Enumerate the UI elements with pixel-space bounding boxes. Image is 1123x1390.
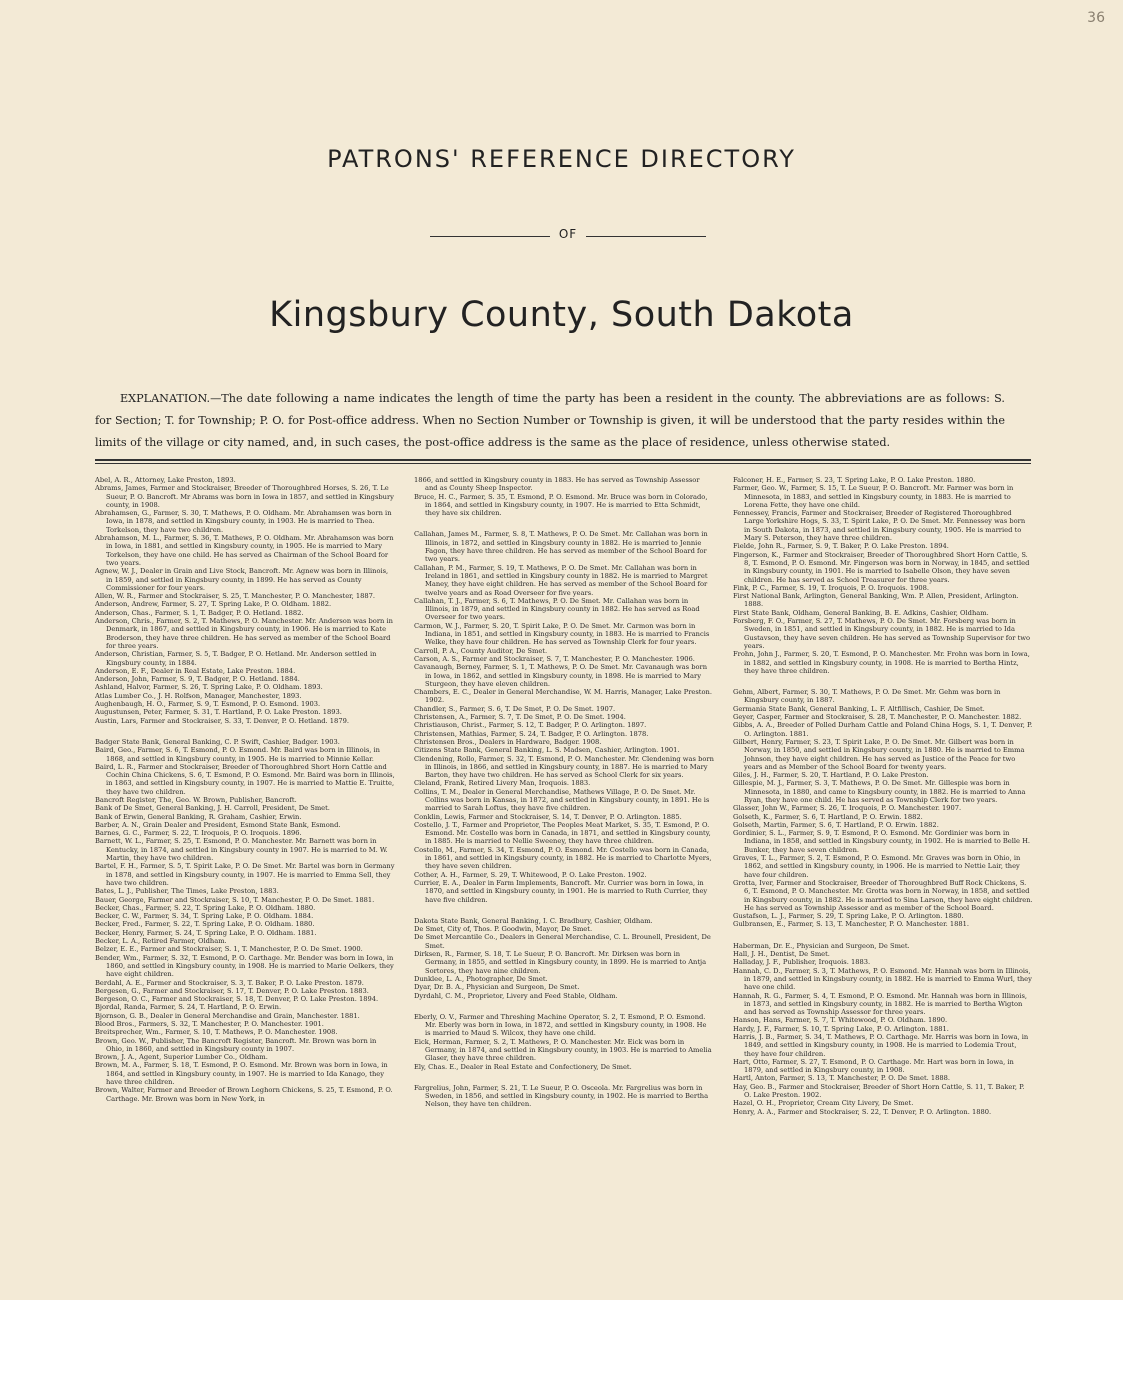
directory-entry: Bank of Erwin, General Banking, R. Graham, Cashier, Erwin. [95,812,302,821]
directory-entry: Becker, C. W., Farmer, S. 34, T. Spring Lake, P. O. Oldham. 1884. [95,912,314,921]
directory-entry: Harris, J. B., Farmer, S. 34, T. Mathews, P. O. Carthage. Mr. Harris was born in Iowa, in 1849, and settled in Kingsbury county, in 1908. He is married to Lodemia Trout, they have four children. [733,1033,1029,1058]
directory-entry: Gehm, Albert, Farmer, S. 30, T. Mathews, P. O. De Smet. Mr. Gehm was born in Kingsbury county, in 1887. [733,688,1001,705]
letter-group-gap [733,675,1033,688]
directory-entry: Forsberg, F. O., Farmer, S. 27, T. Mathews, P. O. De Smet. Mr. Forsberg was born in Sweden, in 1851, and settled in Kingsbury county, in 1882. He is married to Ida Gustavson, they have seven children. He has served as Township Supervisor for two years. [733,617,1031,650]
directory-entry: Berdahl, A. E., Farmer and Stockraiser, S. 3, T. Baker, P. O. Lake Preston. 1879. [95,978,364,987]
of-label: OF [558,227,578,241]
directory-entry: Bank of De Smet, General Banking, J. H. Carroll, President, De Smet. [95,804,330,813]
separator-rule-right [586,236,706,237]
directory-entry: Christensen, A., Farmer, S. 7, T. De Smet, P. O. De Smet. 1904. [414,713,626,722]
directory-entry: Henry, A. A., Farmer and Stockraiser, S. 22, T. Denver, P. O. Arlington. 1880. [733,1107,992,1116]
directory-entry: Brown, M. A., Farmer, S. 18, T. Esmond, P. O. Esmond. Mr. Brown was born in Iowa, in 1864, and settled in Kingsbury county, in 1907. He is married to Ida Kanago, they have three children. [95,1061,388,1087]
directory-entry: Fielde, John R., Farmer, S. 9, T. Baker, P. O. Lake Preston. 1894. [733,542,949,551]
directory-entry: Blood Bros., Farmers, S. 32, T. Manchester, P. O. Manchester. 1901. [95,1020,324,1028]
directory-entry: First National Bank, Arlington, General Banking, Wm. P. Allen, President, Arlington. 1888. [733,592,1019,609]
directory-entry: Callahan, T. J., Farmer, S. 6, T. Mathews, P. O. De Smet. Mr. Callahan was born in Illinois, in 1879, and settled in Kingsbury county in 1882. He has served as Road Overseer for two years. [414,596,700,622]
directory-entry: Halladay, J. F., Publisher, Iroquois. 1883. [733,958,871,967]
directory-entry: Chambers, E. C., Dealer in General Merchandise, W. M. Harris, Manager, Lake Preston. 1902. [414,688,712,705]
letter-group-gap [414,517,714,530]
directory-entry: Fingerson, K., Farmer and Stockraiser, Breeder of Thoroughbred Short Horn Cattle, S. 8, T. Esmond, P. O. Esmond. Mr. Fingerson was born in Norway, in 1845, and settled in Kingsbury county, in 1901. He is married to Isabelle Olson, they have seven children. He has served as School Treasurer for three years. [733,550,1030,584]
directory-entry: Hazel, O. H., Proprietor, Cream City Livery, De Smet. [733,1099,914,1108]
letter-group-gap [733,929,1033,942]
directory-entry: Atlas Lumber Co., J. H. Rolfson, Manager, Manchester, 1893. [95,691,302,700]
directory-entry: Abel, A. R., Attorney, Lake Preston, 1893. [95,476,236,484]
directory-entry: Bancroft Register, The, Geo. W. Brown, Publisher, Bancroft. [95,795,297,804]
directory-entry: Costello, J. T., Farmer and Proprietor, The Peoples Meat Market, S. 35, T. Esmond, P. O. Esmond. Mr. Costello was born in Canada, in 1871, and settled in Kingsbury county, in 1885. He is married to Nellie Sweeney, they have three children. [414,820,711,846]
directory-entry: Barnett, W. L., Farmer, S. 25, T. Esmond, P. O. Manchester. Mr. Barnett was born in Kentucky, in 1874, and settled in Kingsbury county in 1907. He is married to M. W. Martin, they have two children. [95,837,388,863]
directory-entry: Abrams, James, Farmer and Stockraiser, Breeder of Thoroughbred Horses, S. 26, T. Le Sueur, P. O. Bancroft. Mr Abrams was born in Iowa in 1857, and settled in Kingsbury county, in 1908. [95,484,394,509]
directory-entry: De Smet, City of, Thos. P. Goodwin, Mayor, De Smet. [414,925,593,934]
directory-entry: Giles, J. H., Farmer, S. 20, T. Hartland, P. O. Lake Preston. [733,771,929,780]
directory-entry: Bjornson, G. B., Dealer in General Merchandise and Grain, Manchester. 1881. [95,1011,360,1020]
directory-entry: Dunklee, L. A., Photographer, De Smet. [414,974,548,983]
directory-entry: Breitsprecher, Wm., Farmer, S. 10, T. Mathews, P. O. Manchester. 1908. [95,1028,338,1037]
directory-entry: 1866, and settled in Kingsbury county in 1883. He has served as Township Assessor and as County Sheep Inspector. [414,476,700,493]
directory-entry: Frohn, John J., Farmer, S. 20, T. Esmond, P. O. Manchester. Mr. Frohn was born in Iowa, in 1882, and settled in Kingsbury county, in 1908. He is married to Bertha Hintz, they have three children. [733,650,1030,675]
directory-entry: Hannah, C. D., Farmer, S. 3, T. Mathews, P. O. Esmond. Mr. Hannah was born in Illinois, in 1879, and settled in Kingsbury county, in 1882. He is married to Emma Wurl, they have one child. [733,966,1032,992]
directory-entry: Christensen Bros., Dealers in Hardware, Badger. 1908. [414,737,602,746]
directory-entry: Bauer, George, Farmer and Stockraiser, S. 10, T. Manchester, P. O. De Smet. 1881. [95,895,375,904]
directory-entry: Dakota State Bank, General Banking, I. C. Bradbury, Cashier, Oldham. [414,916,653,925]
directory-entry: Chandler, S., Farmer, S. 6, T. De Smet, P. O. De Smet. 1907. [414,704,616,713]
directory-entry: Currier, E. A., Dealer in Farm Implements, Bancroft. Mr. Currier was born in Iowa, in 1870, and settled in Kingsbury county, in 1901. He is married to Ruth Currier, they have five children. [414,878,708,904]
directory-entry: Gibbs, A. A., Breeder of Polled Durham Cattle and Poland China Hogs, S. 1, T. Denver, P. O. Arlington. 1881. [733,721,1033,738]
directory-entry: Gulbransen, E., Farmer, S. 13, T. Manchester, P. O. Manchester. 1881. [733,920,969,929]
directory-entry: Eick, Herman, Farmer, S. 2, T. Mathews, P. O. Manchester. Mr. Eick was born in Germany, in 1874, and settled in Kingsbury county, in 1903. He is married to Amelia Glaser, they have three children. [414,1037,712,1063]
directory-entry: Hall, J. H., Dentist, De Smet. [733,950,830,959]
directory-entry: Costello, M., Farmer, S. 34, T. Esmond, P. O. Esmond. Mr. Costello was born in Canada, in 1861, and settled in Kingsbury county, in 1882. He is married to Charlotte Myers, they have seven children. [414,845,712,871]
directory-entry: Farmer, Geo. W., Farmer, S. 15, T. Le Sueur, P. O. Bancroft. Mr. Farmer was born in Minnesota, in 1883, and settled in Kingsbury county, in 1883. He is married to Lorena Fette, they have one child. [733,484,1014,509]
of-separator [430,226,706,246]
directory-entry: Ely, Chas. E., Dealer in Real Estate and Confectionery, De Smet. [414,1062,632,1071]
directory-entry: Hanson, Hans, Farmer, S. 7, T. Whitewood, P. O. Oldham. 1890. [733,1016,948,1025]
directory-entry: Anderson, John, Farmer, S. 9, T. Badger, P. O. Hetland. 1884. [95,675,300,684]
directory-entry: Bergesen, G., Farmer and Stockraiser, S. 17, T. Denver, P. O. Lake Preston. 1883. [95,986,369,995]
directory-entry: Callahan, P. M., Farmer, S. 19, T. Mathews, P. O. De Smet. Mr. Callahan was born in Ireland in 1861, and settled in Kingsbury county in 1882. He is married to Margret Maney, they have eight children. He has served as member of the School Board for twelve years and as Road Overseer for five years. [414,563,708,597]
directory-entry: Carmon, W. J., Farmer, S. 20, T. Spirit Lake, P. O. De Smet. Mr. Carmon was born in Indiana, in 1851, and settled in Kingsbury county, in 1883. He is married to Francis Welke, they have four children. He has served as Township Clerk for four years. [414,621,710,647]
directory-entry: Anderson, Christian, Farmer, S. 5, T. Badger, P. O. Hetland. Mr. Anderson settled in Kingsbury county, in 1884. [95,650,377,667]
county-heading: Kingsbury County, South Dakota [269,295,854,335]
letter-group-gap [95,725,395,738]
directory-entry: Becker, Fred., Farmer, S. 22, T. Spring Lake, P. O. Oldham. 1880. [95,920,315,929]
directory-entry: Bruce, H. C., Farmer, S. 35, T. Esmond, P. O. Esmond. Mr. Bruce was born in Colorado, in 1864, and settled in Kingsbury county, in 1907. He is married to Etta Schmidt, they have six children. [414,492,708,518]
directory-entry: Christiauson, Christ., Farmer, S. 12, T. Badger, P. O. Arlington. 1897. [414,721,647,730]
directory-entry: Augustunsen, Peter, Farmer, S. 31, T. Hartland, P. O. Lake Preston. 1893. [95,708,342,717]
directory-entry: Carroll, P. A., County Auditor, De Smet. [414,646,548,655]
directory-entry: Haberman, Dr. E., Physician and Surgeon, De Smet. [733,941,910,950]
directory-entry: Brown, Geo. W., Publisher, The Bancroft Register, Bancroft. Mr. Brown was born in Ohio, in 1860, and settled in Kingsbury county in 1907. [95,1036,377,1053]
directory-entry: Baird, Geo., Farmer, S. 6, T. Esmond, P. O. Esmond. Mr. Baird was born in Illinois, in 1868, and settled in Kingsbury county, in 1905. He is married to Minnie Kellar. [95,746,380,763]
directory-entry: Golseth, Martin, Farmer, S. 6, T. Hartland, P. O. Erwin. 1882. [733,820,939,829]
directory-entry: Anderson, E. F., Dealer in Real Estate, Lake Preston. 1884. [95,666,296,675]
directory-entry: Graves, T. L., Farmer, S. 2, T. Esmond, P. O. Esmond. Mr. Graves was born in Ohio, in 1862, and settled in Kingsbury county, in 1906. He is married to Nettie Lair, they have four children. [733,854,1021,879]
directory-entry: Cavanaugh, Berney, Farmer, S. 1, T. Mathews, P. O. De Smet. Mr. Cavanaugh was born in Iowa, in 1862, and settled in Kingsbury county, in 1898. He is married to Mary Sturgeon, they have eleven children. [414,663,708,688]
directory-entry: Allen, W. R., Farmer and Stockraiser, S. 25, T. Manchester, P. O. Manchester, 1887. [95,592,376,601]
directory-entry: Ashland, Halvor, Farmer, S. 26, T. Spring Lake, P. O. Oldham. 1893. [95,683,323,692]
directory-entry: Fennessey, Francis, Farmer and Stockraiser, Breeder of Registered Thoroughbred Large Yorkshire Hogs, S. 33, T. Spirit Lake, P. O. De Smet. Mr. Fennessey was born in South Dakota, in 1873, and settled in Kingsbury county, 1905. He is married to Mary S. Peterson, they have three children. [733,509,1026,543]
directory-entry: Falconer, H. E., Farmer, S. 23, T. Spring Lake, P. O. Lake Preston. 1880. [733,476,976,484]
directory-entry: Becker, Henry, Farmer, S. 24, T. Spring Lake, P. O. Oldham. 1881. [95,928,317,937]
directory-entry: Dyrdahl, C. M., Proprietor, Livery and Feed Stable, Oldham. [414,991,618,1000]
directory-entry: Belzer, E. E., Farmer and Stockraiser, S. 1, T. Manchester, P. O. De Smet. 1900. [95,945,363,954]
directory-entry: Collins, T. M., Dealer in General Merchandise, Mathews Village, P. O. De Smet. Mr. Collins was born in Kansas, in 1872, and settled in Kingsbury county, in 1891. He is married to Sarah Loftus, they have five children. [414,787,710,813]
directory-entry: Christensen, Mathias, Farmer, S. 24, T. Badger, P. O. Arlington. 1878. [414,729,649,738]
directory-entry: Hartl, Anton, Farmer, S. 13, T. Manchester, P. O. De Smet. 1888. [733,1074,951,1083]
directory-entry: Eberly, O. V., Farmer and Threshing Machine Operator, S. 2, T. Esmond, P. O. Esmond. Mr. Eberly was born in Iowa, in 1872, and settled in Kingsbury county, in 1908. He is married to Maud S. Wilcox, they have one child. [414,1012,707,1038]
directory-column-1 [95,476,395,1276]
explanation-paragraph: EXPLANATION.—The date following a name indicates the length of time the party has been a resident in the county. The abbreviations are as follows: S. for Section; T. for Township; P. O. for Post-office address. When no Section Number or Township is given, it will be understood that the party resides within the limits of the village or city named, and, in such cases, the post-office address is the same as the place of residence, unless otherwise stated. [95,392,1005,449]
directory-entry: Brown, J. A., Agent, Superior Lumber Co., Oldham. [95,1053,268,1062]
directory-entry: Gustafson, L. J., Farmer, S. 29, T. Spring Lake, P. O. Arlington. 1880. [733,912,964,921]
directory-entry: Bartel, F. H., Farmer, S. 5, T. Spirit Lake, P. O. De Smet. Mr. Bartel was born in Germany in 1878, and settled in Kingsbury county, in 1907. He is married to Emma Sell, they have two children. [95,862,395,887]
directory-column-2 [414,476,714,1276]
directory-entry: Dirksen, R., Farmer, S. 18, T. Le Sueur, P. O. Bancroft. Mr. Dirksen was born in Germany, in 1855, and settled in Kingsbury county, in 1899. He is married to Antja Sortores, they have nine children. [414,950,707,975]
directory-entry: Callahan, James M., Farmer, S. 8, T. Mathews, P. O. De Smet. Mr. Callahan was born in Illinois, in 1872, and settled in Kingsbury county in 1882. He is married to Jennie Fagon, they have three children. He has served as member of the School Board for two years. [414,530,708,564]
directory-entry: Golseth, K., Farmer, S. 6, T. Hartland, P. O. Erwin. 1882. [733,812,923,821]
directory-entry: Hay, Geo. B., Farmer and Stockraiser, Breeder of Short Horn Cattle, S. 11, T. Baker, P. O. Lake Preston. 1902. [733,1082,1025,1100]
directory-entry: Fink, P. C., Farmer, S. 19, T. Iroquois, P. O. Iroquois. 1908. [733,583,929,592]
directory-entry: Becker, Chas., Farmer, S. 22, T. Spring Lake, P. O. Oldham. 1880. [95,903,316,912]
directory-entry: Bates, L. J., Publisher, The Times, Lake Preston, 1883. [95,887,279,896]
directory-entry: Cother, A. H., Farmer, S. 29, T. Whitewood, P. O. Lake Preston. 1902. [414,870,647,879]
directory-entry: Anderson, Chris., Farmer, S. 2, T. Mathews, P. O. Manchester. Mr. Anderson was born in Denmark, in 1867, and settled in Kingsbury county, in 1906. He is married to Kate Broderson, they have three children. He has served as member of the School Board for three years. [95,617,393,650]
directory-entry: Geyer, Casper, Farmer and Stockraiser, S. 28, T. Manchester, P. O. Manchester. 1882. [733,713,1022,722]
directory-entry: Barber, A. N., Grain Dealer and President, Esmond State Bank, Esmond. [95,820,341,829]
directory-entry: De Smet Mercantile Co., Dealers in General Merchandise, C. L. Brounell, President, De Smet. [414,933,711,950]
directory-entry: Bjordal, Randa, Farmer, S. 24, T. Hartland, P. O. Erwin. [95,1003,282,1012]
section-divider [95,459,1031,461]
letter-group-gap [414,1071,714,1084]
directory-entry: Bender, Wm., Farmer, S. 32, T. Esmond, P. O. Carthage. Mr. Bender was born in Iowa, in 1860, and settled in Kingsbury county, in 1908. He is married to Marie Oelkers, they have eight children. [95,953,394,979]
directory-entry: Brown, Walter, Farmer and Breeder of Brown Leghorn Chickens, S. 25, T. Esmond, P. O. Carthage. Mr. Brown was born in New York, in [95,1086,393,1103]
directory-entry: Badger State Bank, General Banking, C. P. Swift, Cashier, Badger. 1903. [95,737,340,746]
directory-entry: Carson, A. S., Farmer and Stockraiser, S. 7, T. Manchester, P. O. Manchester. 1906. [414,654,695,663]
directory-entry: Bergeson, O. C., Farmer and Stockraiser, S. 18, T. Denver, P. O. Lake Preston. 1894. [95,995,379,1004]
directory-entry: Agnew, W. J., Dealer in Grain and Live Stock, Bancroft. Mr. Agnew was born in Illinois, in 1859, and settled in Kingsbury county, in 1899. He has served as County Commissioner for four years. [95,567,389,592]
page-number: 36 [1087,10,1105,26]
directory-entry: Becker, L. A., Retired Farmer, Oldham. [95,937,227,946]
directory-entry: Glasser, John W., Farmer, S. 26, T. Iroquois, P. O. Manchester. 1907. [733,804,962,813]
directory-entry: Anderson, Andrew, Farmer, S. 27, T. Spring Lake, P. O. Oldham. 1882. [95,600,332,609]
directory-entry: Germania State Bank, General Banking, L. F. Altfillisch, Cashier, De Smet. [733,704,985,713]
directory-entry: Gilbert, Henry, Farmer, S. 23, T. Spirit Lake, P. O. De Smet. Mr. Gilbert was born in Norway, in 1850, and settled in Kingsbury county, in 1880. He is married to Emma Johnson, they have eight children. He has served as Justice of the Peace for two years and as Member of the School Board for twenty years. [733,737,1025,771]
directory-entry: Fargrelius, John, Farmer, S. 21, T. Le Sueur, P. O. Osceola. Mr. Fargrelius was born in Sweden, in 1856, and settled in Kingsbury county, in 1902. He is married to Bertha Nelson, they have ten children. [414,1083,709,1109]
letter-group-gap [414,1000,714,1013]
directory-entry: Cleland, Frank, Retired Livery Man, Iroquois. 1883. [414,779,591,788]
directory-entry: Hart, Otto, Farmer, S. 27, T. Esmond, P. O. Carthage. Mr. Hart was born in Iowa, in 1879, and settled in Kingsbury county, in 1908. [733,1057,1014,1075]
directory-entry: Hardy, J. F., Farmer, S. 10, T. Spring Lake, P. O. Arlington. 1881. [733,1024,949,1033]
directory-column-3 [733,476,1033,1276]
directory-entry: Dyar, Dr. B. A., Physician and Surgeon, De Smet. [414,983,580,992]
directory-entry: Barnes, G. C., Farmer, S. 22, T. Iroquois, P. O. Iroquois. 1896. [95,829,302,838]
directory-entry: Abrahamson, M. L., Farmer, S. 36, T. Mathews, P. O. Oldham. Mr. Abrahamson was born in Iowa, in 1881, and settled in Kingsbury county, in 1905. He is married to Mary Torkelson, they have one child. He has served as Chairman of the School Board for two years. [95,534,394,567]
directory-entry: Anderson, Chas., Farmer, S. 1, T. Badger, P. O. Hetland. 1882. [95,608,304,617]
directory-entry: Aughenbaugh, H. O., Farmer, S. 9, T. Esmond, P. O. Esmond. 1903. [95,700,321,709]
directory-entry: Baird, L. R., Farmer and Stockraiser, Breeder of Thoroughbred Short Horn Cattle and Cochin China Chickens, S. 6, T. Esmond, P. O. Esmond. Mr. Baird was born in Illinois, in 1863, and settled in Kingsbury county, in 1907. He is married to Mattie E. Truitte, they have two children. [95,762,395,796]
directory-entry: Conklin, Lewis, Farmer and Stockraiser, S. 14, T. Denver, P. O. Arlington. 1885. [414,812,682,821]
directory-entry: Clendening, Rollo, Farmer, S. 32, T. Esmond, P. O. Manchester. Mr. Clendening was born in Illinois, in 1866, and settled in Kingsbury county, in 1887. He is married to Mary Barton, they have two children. He has served as School Clerk for six years. [414,754,714,780]
directory-entry: Gillespie, M. J., Farmer, S. 3, T. Mathews, P. O. De Smet. Mr. Gillespie was born in Minnesota, in 1880, and came to Kingsbury county, in 1882. He is married to Anna Ryan, they have one child. He has served as Township Clerk for two years. [733,779,1026,804]
bottom-margin [0,1300,1123,1390]
section-divider-thin [95,463,1031,464]
directory-entry: Austin, Lars, Farmer and Stockraiser, S. 33, T. Denver, P. O. Hetland. 1879. [95,716,349,725]
directory-entry: Grotta, Iver, Farmer and Stockraiser, Breeder of Thoroughbred Buff Rock Chickens, S. 6, T. Esmond, P. O. Manchester. Mr. Grotta was born in Norway, in 1858, and settled in Kingsbury county, in 1882. He is married to Sina Larson, they have eight children. He has served as Township Assessor and as member of the School Board. [733,878,1033,912]
directory-entry: Citizens State Bank, General Banking, L. S. Madsen, Cashier, Arlington. 1901. [414,746,680,755]
directory-entry: Gordinier, S. L., Farmer, S. 9, T. Esmond, P. O. Esmond. Mr. Gordinier was born in Indiana, in 1858, and settled in Kingsbury county, in 1902. He is married to Belle H. Bunker, they have seven children. [733,829,1031,854]
letter-group-gap [414,904,714,917]
directory-entry: Abrahamsen, G., Farmer, S. 30, T. Mathews, P. O. Oldham. Mr. Abrahamsen was born in Iowa, in 1878, and settled in Kingsbury county, in 1903. He is married to Thea. Torkelson, they have two children. [95,509,392,534]
directory-entry: Hannah, R. G., Farmer, S. 4, T. Esmond, P. O. Esmond. Mr. Hannah was born in Illinois, in 1873, and settled in Kingsbury county, in 1882. He is married to Bertha Wigton and has served as Township Assessor for three years. [733,991,1028,1017]
page-title: PATRONS' REFERENCE DIRECTORY [327,145,796,173]
directory-entry: First State Bank, Oldham, General Banking, B. E. Adkins, Cashier, Oldham. [733,608,989,617]
